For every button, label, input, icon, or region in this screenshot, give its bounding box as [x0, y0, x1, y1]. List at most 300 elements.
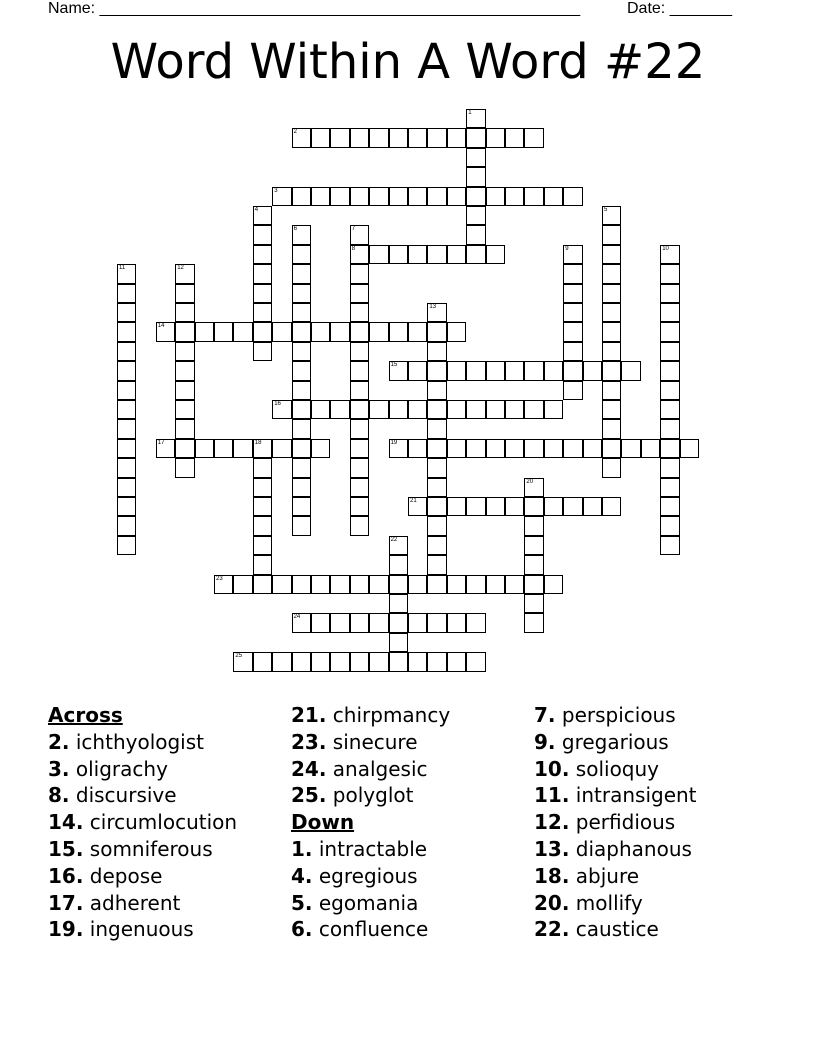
grid-cell[interactable] [524, 516, 543, 535]
grid-cell[interactable] [117, 536, 136, 555]
grid-cell[interactable] [350, 303, 369, 322]
grid-cell[interactable] [311, 187, 330, 206]
grid-cell[interactable] [369, 575, 388, 594]
grid-cell[interactable] [544, 187, 563, 206]
grid-cell[interactable] [389, 439, 408, 458]
grid-cell[interactable] [602, 400, 621, 419]
grid-cell[interactable] [253, 245, 272, 264]
cell-number: 8 [351, 245, 356, 252]
grid-cell[interactable] [466, 167, 485, 186]
grid-cell[interactable] [486, 128, 505, 147]
grid-cell[interactable] [117, 497, 136, 516]
grid-cell[interactable] [233, 652, 252, 671]
grid-cell[interactable] [292, 381, 311, 400]
grid-cell[interactable] [272, 439, 291, 458]
grid-cell[interactable] [427, 381, 446, 400]
grid-cell[interactable] [233, 439, 252, 458]
grid-cell[interactable] [253, 284, 272, 303]
grid-cell[interactable] [311, 439, 330, 458]
grid-cell[interactable] [389, 613, 408, 632]
page-title: Word Within A Word #22 [110, 34, 706, 90]
grid-cell[interactable] [350, 225, 369, 244]
grid-cell[interactable] [466, 400, 485, 419]
grid-cell[interactable] [660, 322, 679, 341]
grid-cell[interactable] [466, 652, 485, 671]
clue-across-14: 14. circumlocution [48, 810, 238, 835]
grid-cell[interactable] [486, 245, 505, 264]
grid-cell[interactable] [563, 322, 582, 341]
grid-cell[interactable] [660, 439, 679, 458]
grid-cell[interactable] [427, 400, 446, 419]
grid-cell[interactable] [466, 109, 485, 128]
grid-cell[interactable] [602, 245, 621, 264]
grid-cell[interactable] [253, 458, 272, 477]
grid-cell[interactable] [117, 342, 136, 361]
grid-cell[interactable] [447, 575, 466, 594]
grid-cell[interactable] [408, 187, 427, 206]
grid-cell[interactable] [253, 264, 272, 283]
grid-cell[interactable] [466, 187, 485, 206]
grid-cell[interactable] [369, 245, 388, 264]
across-heading: Across [48, 703, 123, 727]
grid-cell[interactable] [583, 439, 602, 458]
grid-cell[interactable] [505, 187, 524, 206]
grid-cell[interactable] [466, 128, 485, 147]
grid-cell[interactable] [524, 361, 543, 380]
grid-cell[interactable] [602, 497, 621, 516]
grid-cell[interactable] [272, 322, 291, 341]
grid-cell[interactable] [175, 342, 194, 361]
grid-cell[interactable] [253, 322, 272, 341]
grid-cell[interactable] [505, 575, 524, 594]
grid-cell[interactable] [447, 613, 466, 632]
grid-cell[interactable] [330, 575, 349, 594]
grid-cell[interactable] [369, 187, 388, 206]
grid-cell[interactable] [486, 361, 505, 380]
grid-cell[interactable] [117, 361, 136, 380]
grid-cell[interactable] [524, 128, 543, 147]
grid-cell[interactable] [311, 613, 330, 632]
grid-cell[interactable] [602, 225, 621, 244]
grid-cell[interactable] [292, 516, 311, 535]
grid-cell[interactable] [544, 439, 563, 458]
grid-cell[interactable] [175, 303, 194, 322]
grid-cell[interactable] [524, 555, 543, 574]
grid-cell[interactable] [660, 497, 679, 516]
grid-cell[interactable] [350, 187, 369, 206]
grid-cell[interactable] [311, 652, 330, 671]
grid-cell[interactable] [486, 400, 505, 419]
grid-cell[interactable] [369, 652, 388, 671]
grid-cell[interactable] [602, 381, 621, 400]
grid-cell[interactable] [292, 128, 311, 147]
cell-number: 17 [157, 439, 165, 446]
grid-cell[interactable] [447, 361, 466, 380]
grid-cell[interactable] [408, 322, 427, 341]
grid-cell[interactable] [175, 361, 194, 380]
grid-cell[interactable] [350, 322, 369, 341]
grid-cell[interactable] [117, 439, 136, 458]
grid-cell[interactable] [292, 245, 311, 264]
grid-cell[interactable] [292, 264, 311, 283]
grid-cell[interactable] [253, 303, 272, 322]
grid-cell[interactable] [524, 497, 543, 516]
name-label: Name: [48, 0, 100, 17]
clue-across-17: 17. adherent [48, 890, 181, 915]
grid-cell[interactable] [563, 381, 582, 400]
grid-cell[interactable] [350, 342, 369, 361]
grid-cell[interactable] [427, 245, 446, 264]
grid-cell[interactable] [486, 497, 505, 516]
grid-cell[interactable] [602, 361, 621, 380]
grid-cell[interactable] [117, 381, 136, 400]
grid-cell[interactable] [253, 536, 272, 555]
clue-across-24: 24. analgesic [291, 756, 428, 781]
grid-cell[interactable] [427, 458, 446, 477]
grid-cell[interactable] [427, 322, 446, 341]
grid-cell[interactable] [505, 439, 524, 458]
clue-down-18: 18. abjure [534, 863, 640, 888]
grid-cell[interactable] [408, 575, 427, 594]
grid-cell[interactable] [544, 497, 563, 516]
grid-cell[interactable] [253, 516, 272, 535]
grid-cell[interactable] [427, 439, 446, 458]
grid-cell[interactable] [427, 497, 446, 516]
grid-cell[interactable] [427, 575, 446, 594]
grid-cell[interactable] [272, 575, 291, 594]
grid-cell[interactable] [369, 322, 388, 341]
grid-cell[interactable] [447, 245, 466, 264]
cell-number: 11 [119, 265, 126, 272]
grid-cell[interactable] [311, 128, 330, 147]
grid-cell[interactable] [350, 652, 369, 671]
grid-cell[interactable] [505, 128, 524, 147]
grid-cell[interactable] [602, 284, 621, 303]
grid-cell[interactable] [408, 497, 427, 516]
clue-across-2: 2. ichthyologist [48, 729, 204, 754]
grid-cell[interactable] [563, 284, 582, 303]
grid-cell[interactable] [311, 322, 330, 341]
grid-cell[interactable] [389, 652, 408, 671]
grid-cell[interactable] [660, 400, 679, 419]
grid-cell[interactable] [427, 478, 446, 497]
grid-cell[interactable] [350, 284, 369, 303]
grid-cell[interactable] [389, 322, 408, 341]
grid-cell[interactable] [156, 439, 175, 458]
grid-cell[interactable] [292, 419, 311, 438]
grid-cell[interactable] [602, 264, 621, 283]
grid-cell[interactable] [350, 245, 369, 264]
grid-cell[interactable] [233, 322, 252, 341]
grid-cell[interactable] [292, 613, 311, 632]
grid-cell[interactable] [427, 303, 446, 322]
grid-cell[interactable] [350, 381, 369, 400]
cell-number: 9 [565, 245, 569, 252]
grid-cell[interactable] [660, 284, 679, 303]
clue-column-1 [48, 702, 237, 943]
grid-cell[interactable] [563, 342, 582, 361]
date-line[interactable]: _______ [669, 0, 732, 17]
grid-cell[interactable] [292, 361, 311, 380]
grid-cell[interactable] [447, 322, 466, 341]
grid-cell[interactable] [214, 575, 233, 594]
grid-cell[interactable] [117, 458, 136, 477]
grid-cell[interactable] [350, 613, 369, 632]
grid-cell[interactable] [660, 516, 679, 535]
grid-cell[interactable] [195, 322, 214, 341]
grid-cell[interactable] [311, 400, 330, 419]
grid-cell[interactable] [292, 575, 311, 594]
grid-cell[interactable] [563, 361, 582, 380]
grid-cell[interactable] [447, 652, 466, 671]
grid-cell[interactable] [660, 536, 679, 555]
grid-cell[interactable] [350, 439, 369, 458]
grid-cell[interactable] [524, 613, 543, 632]
grid-cell[interactable] [214, 322, 233, 341]
grid-cell[interactable] [563, 187, 582, 206]
grid-cell[interactable] [350, 128, 369, 147]
grid-cell[interactable] [466, 245, 485, 264]
grid-cell[interactable] [175, 264, 194, 283]
grid-cell[interactable] [660, 361, 679, 380]
grid-cell[interactable] [350, 575, 369, 594]
grid-cell[interactable] [660, 264, 679, 283]
grid-cell[interactable] [292, 342, 311, 361]
grid-cell[interactable] [602, 342, 621, 361]
grid-cell[interactable] [660, 303, 679, 322]
grid-cell[interactable] [117, 516, 136, 535]
grid-cell[interactable] [292, 439, 311, 458]
grid-cell[interactable] [408, 439, 427, 458]
grid-cell[interactable] [563, 303, 582, 322]
grid-cell[interactable] [466, 497, 485, 516]
grid-cell[interactable] [447, 497, 466, 516]
grid-cell[interactable] [350, 361, 369, 380]
grid-cell[interactable] [330, 652, 349, 671]
grid-cell[interactable] [447, 187, 466, 206]
grid-cell[interactable] [466, 613, 485, 632]
grid-cell[interactable] [272, 400, 291, 419]
grid-cell[interactable] [466, 361, 485, 380]
grid-cell[interactable] [408, 400, 427, 419]
grid-cell[interactable] [117, 478, 136, 497]
grid-cell[interactable] [350, 478, 369, 497]
grid-cell[interactable] [330, 400, 349, 419]
grid-cell[interactable] [214, 439, 233, 458]
grid-cell[interactable] [660, 245, 679, 264]
grid-cell[interactable] [330, 128, 349, 147]
grid-cell[interactable] [369, 613, 388, 632]
grid-cell[interactable] [272, 187, 291, 206]
grid-cell[interactable] [311, 575, 330, 594]
grid-cell[interactable] [292, 322, 311, 341]
grid-cell[interactable] [233, 575, 252, 594]
grid-cell[interactable] [389, 361, 408, 380]
grid-cell[interactable] [292, 400, 311, 419]
grid-cell[interactable] [505, 497, 524, 516]
grid-cell[interactable] [253, 555, 272, 574]
grid-cell[interactable] [660, 381, 679, 400]
grid-cell[interactable] [330, 187, 349, 206]
name-line[interactable]: ______________________________________________________ [99, 0, 581, 17]
grid-cell[interactable] [524, 536, 543, 555]
grid-cell[interactable] [253, 439, 272, 458]
grid-cell[interactable] [427, 419, 446, 438]
grid-cell[interactable] [253, 652, 272, 671]
grid-cell[interactable] [292, 284, 311, 303]
grid-cell[interactable] [660, 478, 679, 497]
grid-cell[interactable] [680, 439, 699, 458]
grid-cell[interactable] [486, 187, 505, 206]
grid-cell[interactable] [447, 400, 466, 419]
grid-cell[interactable] [524, 575, 543, 594]
grid-cell[interactable] [505, 400, 524, 419]
grid-cell[interactable] [427, 187, 446, 206]
grid-cell[interactable] [292, 303, 311, 322]
grid-cell[interactable] [175, 458, 194, 477]
grid-cell[interactable] [466, 206, 485, 225]
grid-cell[interactable] [117, 284, 136, 303]
grid-cell[interactable] [602, 322, 621, 341]
grid-cell[interactable] [447, 128, 466, 147]
grid-cell[interactable] [602, 206, 621, 225]
grid-cell[interactable] [602, 458, 621, 477]
grid-cell[interactable] [427, 555, 446, 574]
grid-cell[interactable] [408, 128, 427, 147]
grid-cell[interactable] [583, 361, 602, 380]
grid-cell[interactable] [117, 303, 136, 322]
grid-cell[interactable] [292, 187, 311, 206]
grid-cell[interactable] [175, 400, 194, 419]
cell-number: 19 [390, 439, 398, 446]
grid-cell[interactable] [524, 439, 543, 458]
grid-cell[interactable] [175, 322, 194, 341]
grid-cell[interactable] [524, 400, 543, 419]
grid-cell[interactable] [466, 575, 485, 594]
grid-cell[interactable] [156, 322, 175, 341]
grid-cell[interactable] [175, 439, 194, 458]
grid-cell[interactable] [350, 419, 369, 438]
grid-cell[interactable] [427, 516, 446, 535]
grid-cell[interactable] [389, 400, 408, 419]
grid-cell[interactable] [389, 187, 408, 206]
grid-cell[interactable] [292, 652, 311, 671]
grid-cell[interactable] [524, 594, 543, 613]
grid-cell[interactable] [544, 575, 563, 594]
grid-cell[interactable] [466, 225, 485, 244]
grid-cell[interactable] [389, 536, 408, 555]
grid-cell[interactable] [350, 497, 369, 516]
grid-cell[interactable] [175, 419, 194, 438]
grid-cell[interactable] [330, 322, 349, 341]
grid-cell[interactable] [350, 400, 369, 419]
grid-cell[interactable] [427, 342, 446, 361]
grid-cell[interactable] [524, 187, 543, 206]
grid-cell[interactable] [427, 361, 446, 380]
grid-cell[interactable] [660, 458, 679, 477]
grid-cell[interactable] [408, 361, 427, 380]
grid-cell[interactable] [583, 497, 602, 516]
clue-down-4: 4. egregious [291, 863, 418, 888]
clue-down-20: 20. mollify [534, 890, 643, 915]
grid-cell[interactable] [253, 342, 272, 361]
grid-cell[interactable] [563, 264, 582, 283]
grid-cell[interactable] [544, 400, 563, 419]
grid-cell[interactable] [253, 497, 272, 516]
grid-cell[interactable] [292, 458, 311, 477]
grid-cell[interactable] [330, 613, 349, 632]
grid-cell[interactable] [389, 555, 408, 574]
grid-cell[interactable] [447, 439, 466, 458]
grid-cell[interactable] [272, 652, 291, 671]
grid-cell[interactable] [544, 361, 563, 380]
grid-cell[interactable] [563, 497, 582, 516]
grid-cell[interactable] [505, 361, 524, 380]
grid-cell[interactable] [292, 225, 311, 244]
grid-cell[interactable] [486, 575, 505, 594]
grid-cell[interactable] [389, 245, 408, 264]
grid-cell[interactable] [427, 536, 446, 555]
grid-cell[interactable] [350, 516, 369, 535]
grid-cell[interactable] [175, 381, 194, 400]
grid-cell[interactable] [466, 148, 485, 167]
grid-cell[interactable] [253, 478, 272, 497]
grid-cell[interactable] [563, 439, 582, 458]
clue-across-21: 21. chirpmancy [291, 703, 451, 727]
grid-cell[interactable] [408, 613, 427, 632]
grid-cell[interactable] [389, 633, 408, 652]
grid-cell[interactable] [427, 613, 446, 632]
grid-cell[interactable] [117, 419, 136, 438]
grid-cell[interactable] [175, 284, 194, 303]
grid-cell[interactable] [369, 128, 388, 147]
grid-cell[interactable] [292, 497, 311, 516]
grid-cell[interactable] [253, 225, 272, 244]
grid-cell[interactable] [253, 206, 272, 225]
grid-cell[interactable] [486, 439, 505, 458]
grid-cell[interactable] [524, 478, 543, 497]
grid-cell[interactable] [427, 652, 446, 671]
grid-cell[interactable] [660, 419, 679, 438]
grid-cell[interactable] [621, 439, 640, 458]
grid-cell[interactable] [602, 419, 621, 438]
grid-cell[interactable] [195, 439, 214, 458]
grid-cell[interactable] [117, 322, 136, 341]
grid-cell[interactable] [408, 652, 427, 671]
grid-cell[interactable] [292, 478, 311, 497]
grid-cell[interactable] [427, 128, 446, 147]
grid-cell[interactable] [389, 575, 408, 594]
grid-cell[interactable] [369, 400, 388, 419]
grid-cell[interactable] [563, 245, 582, 264]
grid-cell[interactable] [660, 342, 679, 361]
clue-across-3: 3. oligrachy [48, 756, 168, 781]
grid-cell[interactable] [602, 303, 621, 322]
grid-cell[interactable] [602, 439, 621, 458]
grid-cell[interactable] [621, 361, 640, 380]
grid-cell[interactable] [253, 575, 272, 594]
grid-cell[interactable] [350, 458, 369, 477]
grid-cell[interactable] [466, 439, 485, 458]
grid-cell[interactable] [408, 245, 427, 264]
grid-cell[interactable] [641, 439, 660, 458]
grid-cell[interactable] [117, 264, 136, 283]
grid-cell[interactable] [389, 594, 408, 613]
clue-across-15: 15. somniferous [48, 836, 213, 861]
grid-cell[interactable] [389, 128, 408, 147]
grid-cell[interactable] [117, 400, 136, 419]
grid-cell[interactable] [350, 264, 369, 283]
